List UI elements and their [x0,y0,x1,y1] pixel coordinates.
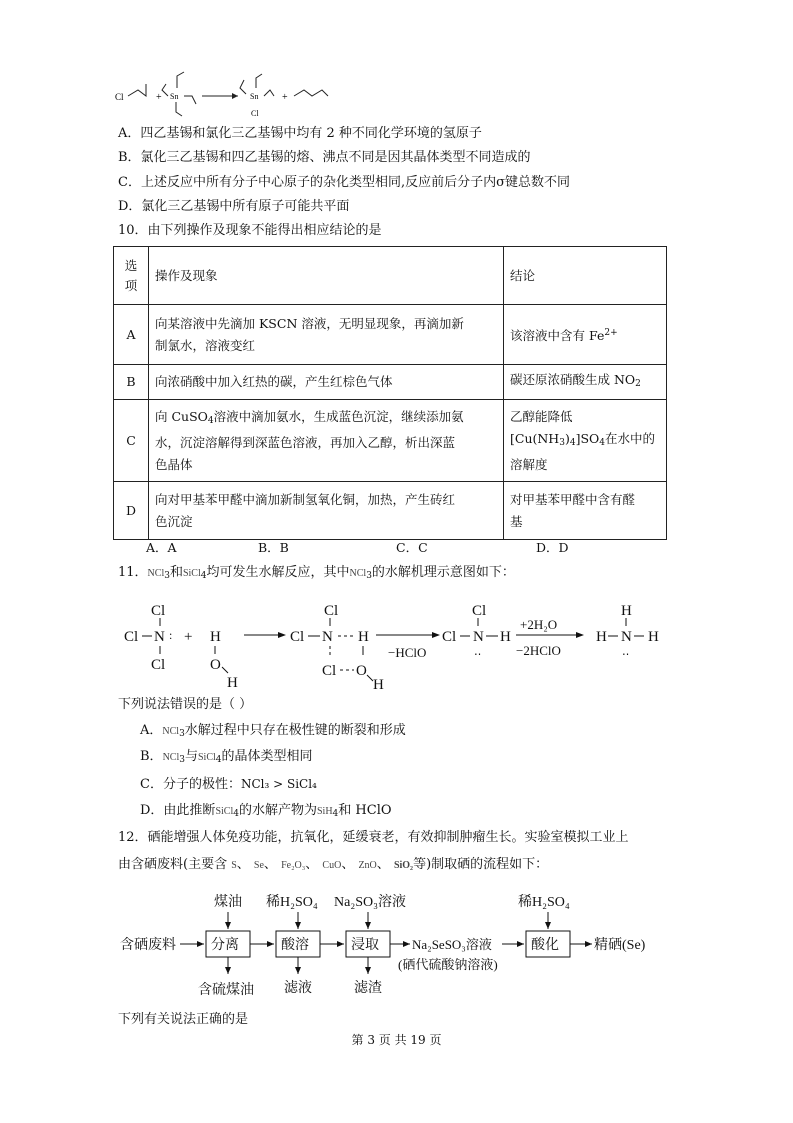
svg-text:Cl: Cl [324,603,339,619]
svg-text:滤渣: 滤渣 [354,981,382,996]
q11-option-a: A．NCl$_3$水解过程中只存在极性键的断裂和形成 [140,723,406,739]
svg-text:Cl: Cl [290,629,305,645]
svg-text:−HClO: −HClO [388,645,427,660]
svg-text:煤油: 煤油 [214,895,242,910]
svg-text:稀H₂SO₄: 稀H₂SO₄ [518,895,570,910]
header-conclusion: 结论 [504,247,667,305]
svg-text:H: H [373,677,384,693]
svg-text:酸溶: 酸溶 [281,938,309,953]
q9-option-a: A．四乙基锡和氯化三乙基锡中均有 2 种不同化学环境的氢原子 [118,126,482,141]
ncl3-hydrolysis-mechanism [118,597,678,693]
svg-text:N: N [322,629,333,645]
table-row: A 向某溶液中先滴加 KSCN 溶液，无明显现象，再滴加新 制氯水，溶液变红 该溶液中含有 $Fe^{2+}$ [114,305,667,365]
q9-reaction-scheme [110,66,350,126]
svg-text:+2H₂O: +2H₂O [520,617,558,632]
q10-answer-d: D．D [536,540,569,555]
table-header-row [114,247,667,305]
q11-question: 下列说法错误的是（ ） [118,697,253,712]
svg-text:−2HClO: −2HClO [516,643,561,658]
svg-text:‥: ‥ [622,646,630,658]
scheme-plus: + [156,92,162,103]
svg-text:Na₂SeSO₃溶液: Na₂SeSO₃溶液 [412,937,492,952]
svg-text:Cl: Cl [151,657,166,673]
svg-text:‥: ‥ [474,646,482,658]
q9-option-c: C．上述反应中所有分子中心原子的杂化类型相同,反应前后分子内σ键总数不同 [118,175,570,190]
svg-text:H: H [500,629,511,645]
isobutane-structure [294,90,328,96]
page-footer: 第 3 页 共 19 页 [351,1033,442,1047]
table-row: D 向对甲基苯甲醛中滴加新制氢氧化铜，加热，产生砖红 色沉淀 对甲基苯甲醛中含有醛 基 [114,482,667,540]
svg-text:浸取: 浸取 [351,938,379,953]
header-option: 选 项 [114,247,149,305]
svg-text:Cl: Cl [322,663,337,679]
q10-stem: 10．由下列操作及现象不能得出相应结论的是 [118,223,382,238]
q12-stem-line2: 由含硒废料(主要含 S、 Se、 Fe₂O₃、 CuO、 ZnO、 SiO₂等)制取硒的流程如下： [118,857,549,872]
svg-text:Cl: Cl [151,603,166,619]
svg-text:O: O [356,663,367,679]
q12-stem-line1: 12．硒能增强人体免疫功能，抗氧化，延缓衰老，有效抑制肿瘤生长。实验室模拟工业上 [118,830,629,845]
q10-table [113,246,667,540]
svg-text:精硒(Se): 精硒(Se) [594,938,646,953]
svg-text:Sn: Sn [170,92,179,101]
svg-text:Na₂SO₃溶液: Na₂SO₃溶液 [334,895,406,910]
svg-text:H: H [621,603,632,619]
svg-text:H: H [227,675,238,691]
svg-text:Cl: Cl [472,603,487,619]
q9-option-b: B．氯化三乙基锡和四乙基锡的熔、沸点不同是因其晶体类型不同造成的 [118,150,531,165]
svg-text:N: N [621,629,632,645]
svg-text:Cl: Cl [251,109,259,118]
isopropyl-chloride-structure [128,84,146,96]
header-operation: 操作及现象 [149,247,504,305]
table-row: C 向 CuSO$_4$溶液中滴加氨水，生成蓝色沉淀，继续添加氨 水，沉淀溶解得到深蓝色溶液，再加入乙醇，析出深蓝 色晶体 乙醇能降低 $[Cu(NH_3)_4]SO_4$在水中的 溶解度 [114,400,667,482]
svg-text:酸化: 酸化 [531,938,559,953]
q10-answer-a: A．A [146,540,177,555]
q11-stem: 11．NCl$_3$和SiCl$_4$均可发生水解反应，其中NCl$_3$的水解机理示意图如下： [118,565,515,581]
q9-option-d: D．氯化三乙基锡中所有原子可能共平面 [118,199,350,214]
svg-text:H: H [648,629,659,645]
svg-text:H: H [210,629,221,645]
q12-question: 下列有关说法正确的是 [118,1012,249,1027]
q11-option-c: C．分子的极性：NCl₃ > SiCl₄ [140,777,317,792]
tetraethyltin-structure [162,72,196,116]
q10-answer-c: C．C [396,540,428,555]
triethyltin-chloride-structure [240,74,274,118]
svg-text:含硫煤油: 含硫煤油 [198,983,254,998]
svg-text::: : [169,628,173,642]
q11-option-d: D．由此推断SiCl$_4$的水解产物为SiH$_4$和 HClO [140,803,392,819]
svg-text:O: O [210,657,221,673]
scheme-cl-label: Cl [115,92,124,102]
svg-text:H: H [358,629,369,645]
svg-text:Sn: Sn [250,92,259,101]
svg-text:Cl: Cl [442,629,457,645]
q12-flow-diagram [118,886,678,1004]
q11-option-b: B．NCl$_3$与SiCl$_4$的晶体类型相同 [140,749,313,765]
svg-text:稀H₂SO₄: 稀H₂SO₄ [266,895,318,910]
svg-text:(硒代硫酸钠溶液): (硒代硫酸钠溶液) [398,957,498,972]
svg-text:N: N [154,629,165,645]
svg-text:+: + [282,92,288,103]
table-row: B 向浓硝酸中加入红热的碳，产生红棕色气体 碳还原浓硝酸生成 $NO_2$ [114,365,667,400]
svg-text:+: + [184,629,193,645]
flow-start: 含硒废料 [120,938,176,953]
svg-text:分离: 分离 [211,938,239,953]
svg-text:N: N [473,629,484,645]
svg-text:H: H [596,629,607,645]
svg-text:Cl: Cl [124,629,139,645]
svg-text:滤液: 滤液 [284,981,312,996]
q10-answer-b: B．B [258,540,289,555]
